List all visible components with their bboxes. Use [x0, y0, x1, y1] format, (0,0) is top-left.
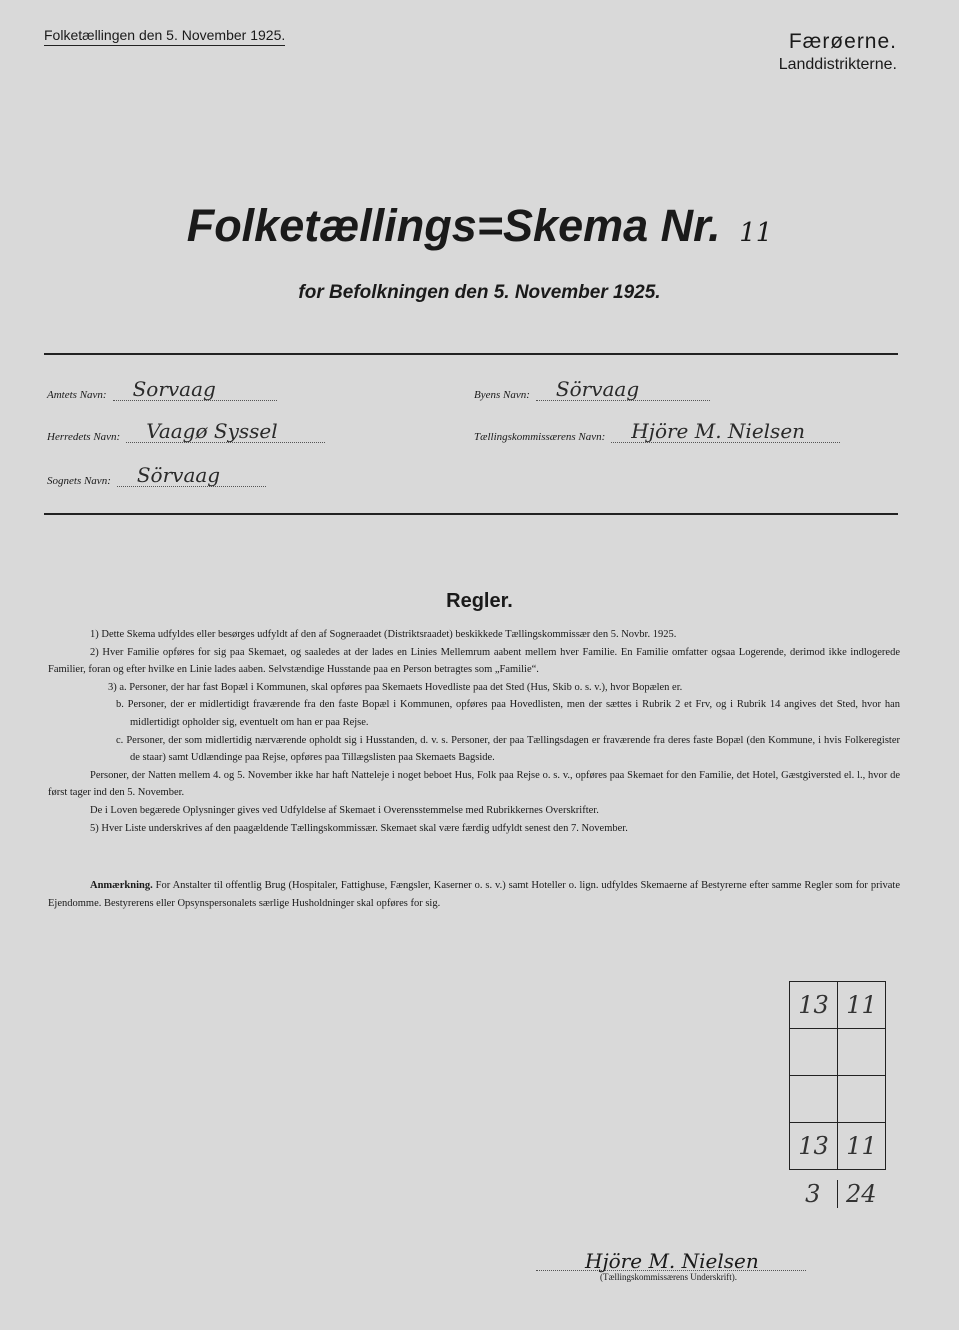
- kommissaer-value: Hjöre M. Nielsen: [611, 420, 840, 443]
- kommissaer-label: Tællingskommissærens Navn:: [474, 431, 606, 443]
- signature: Hjöre M. Nielsen: [585, 1249, 759, 1273]
- tally-cell: 11: [838, 982, 886, 1029]
- rule-2: 2) Hver Familie opføres for sig paa Skemaet, og saaledes at der lades en Linies Mellemrum aabent mellem hver Familie. En Familie omfatter ogsaa Logerende, derimod ikke indlogerede Familier, foran og efter hvilke en Linie lades aaben. Selvstændige Husstande paa en Person betragtes som „Familie“.: [48, 646, 900, 676]
- tally-total-1: 3: [805, 1180, 821, 1208]
- kommissaer-field: [474, 420, 840, 443]
- tally-cell: 11: [838, 1123, 886, 1170]
- tally-total-row: [789, 1180, 885, 1208]
- bottom-divider: [44, 513, 898, 515]
- tally-cell: 13: [790, 982, 838, 1029]
- sogn-value: Sörvaag: [117, 464, 266, 487]
- form-header-region: [779, 30, 897, 74]
- rule-3b: b. Personer, der er midlertidigt fraværende fra den faste Bopæl i Kommunen, opføres paa Hovedlisten, men der sættes i Rubrik 2 et Frv, og i Rubrik 14 angives det Sted, hvor han midlertidigt opholder sig, eventuelt om han er paa Rejse.: [116, 699, 900, 728]
- tally-cell: [790, 1076, 838, 1123]
- rule-3a: 3) a. Personer, der har fast Bopæl i Kommunen, skal opføres paa Skemaets Hovedliste paa det Sted (Hus, Skib o. s. v.), hvor Bopælen er.: [108, 681, 683, 693]
- form-number: 11: [739, 218, 773, 248]
- remark-label: Anmærkning.: [90, 880, 153, 891]
- tally-cell: [838, 1076, 886, 1123]
- rule-3c: c. Personer, der som midlertidig nærværende opholdt sig i Husstanden, d. v. s. Personer, der paa Tællingsdagen er fraværende fra deres faste Bopæl (den Kommune, i hvis Folkeregister de staar) samt Udlændinge paa Rejse, opføres paa Tillægslisten paa Skemaets Bagside.: [116, 734, 900, 764]
- rule-5: 5) Hver Liste underskrives af den paagældende Tællingskommissær. Skemaet skal være færdig udfyldt senest den 7. November.: [90, 822, 628, 834]
- tally-total-2: 24: [837, 1180, 886, 1208]
- amt-value: Sorvaag: [113, 378, 277, 401]
- rule-4: De i Loven begærede Oplysninger gives ved Udfyldelse af Skemaet i Overensstemmelse med Rubrikkernes Overskrifter.: [90, 804, 599, 816]
- rule-1: 1) Dette Skema udfyldes eller besørges udfyldt af den af Sogneraadet (Distriktsraadet) beskikkede Tællingskommissær den 5. Novbr. 1925.: [90, 629, 677, 640]
- rules-heading: Regler.: [446, 590, 513, 612]
- herred-field: [47, 420, 325, 443]
- table-row: [790, 1076, 886, 1123]
- top-divider: [44, 353, 898, 355]
- amt-field: [47, 378, 277, 401]
- form-header-date: Folketællingen den 5. November 1925.: [44, 27, 285, 46]
- by-label: Byens Navn:: [474, 389, 530, 401]
- tally-cell: [790, 1029, 838, 1076]
- signature-caption: (Tællingskommissærens Underskrift).: [600, 1272, 737, 1282]
- sogn-field: [47, 464, 266, 487]
- remark: [48, 877, 900, 912]
- district-name: Landdistrikterne.: [778, 56, 897, 73]
- tally-cell: 13: [790, 1123, 838, 1170]
- remark-text: For Anstalter til offentlig Brug (Hospitaler, Fattighuse, Fængsler, Kaserner o. s. v.) samt Hoteller o. lign. udfyldes Skemaerne af Bestyrerne efter samme Regler som for private Ejendomme. Bestyrerens eller Opsynspersonalets særlige Husholdninger skal opføres for sig.: [48, 880, 901, 909]
- sogn-label: Sognets Navn:: [47, 475, 111, 487]
- by-value: Sörvaag: [536, 378, 710, 401]
- region-name: Færøerne.: [788, 30, 897, 53]
- herred-label: Herredets Navn:: [47, 431, 121, 443]
- tally-cell: [838, 1029, 886, 1076]
- table-row: [790, 1029, 886, 1076]
- form-title: [0, 200, 959, 252]
- rules-list: [48, 626, 900, 837]
- tally-table: [789, 981, 886, 1170]
- rule-3d: Personer, der Natten mellem 4. og 5. November ikke har haft Natteleje i noget beboet Hus, Folk paa Rejse o. s. v., opføres paa Skemaet for den Familie, det Hotel, Gæstgiversted el. l., hvor de først tager ind den 5. November.: [48, 769, 900, 799]
- table-row: [790, 982, 886, 1029]
- form-subtitle: for Befolkningen den 5. November 1925.: [298, 282, 661, 303]
- table-row: [790, 1123, 886, 1170]
- amt-label: Amtets Navn:: [47, 389, 107, 401]
- herred-value: Vaagø Syssel: [126, 420, 325, 443]
- form-title-text: Folketællings=Skema Nr.: [186, 200, 721, 251]
- by-field: [474, 378, 710, 401]
